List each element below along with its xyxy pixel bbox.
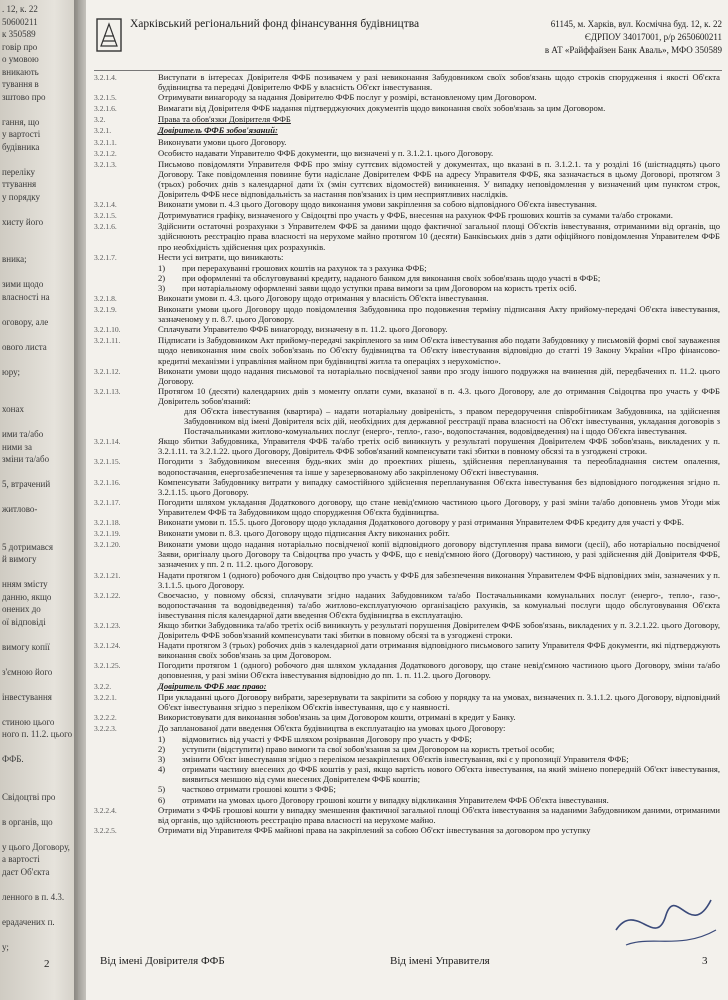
clause-row: [94, 159, 720, 199]
clause-text: Права та обов'язки Довірителя ФФБ: [158, 114, 291, 125]
clause-row: [94, 805, 720, 825]
clause-number: 3.2.: [94, 115, 106, 125]
address-line: 61145, м. Харків, вул. Космічна буд. 12, к. 22: [550, 19, 722, 29]
subitem-marker: 2): [158, 272, 166, 283]
clause-number: 3.2.1.7.: [94, 252, 117, 262]
clause-number: 3.2.1.10.: [94, 325, 121, 335]
prev-page-fragment: інвестування: [2, 691, 52, 702]
clause-number: 3.2.1.19.: [94, 529, 121, 539]
footer-trustor: Від імені Довірителя ФФБ: [100, 955, 225, 967]
clause-row: [94, 406, 720, 436]
clause-number: 3.2.2.2.: [94, 712, 117, 722]
prev-page-fragment: нням змісту: [2, 579, 48, 589]
prev-page-fragment: власності на: [2, 291, 50, 302]
clause-row: [94, 273, 720, 283]
clause-row: [94, 528, 720, 539]
clause-text: Надати протягом 1 (одного) робочого дня Свідоцтво про участь у ФФБ для забезпечення виконання Управителем ФФБ відповідних змін, зазначених у п. 3.1.1.5. цього Договору.: [158, 569, 720, 590]
clause-number: 3.2.2.: [94, 681, 112, 691]
clause-row: [94, 283, 720, 293]
clause-text: Виконати умови п. 15.5. цього Договору щодо укладання Додаткового договору у разі отримання Управителем ФФБ кредиту для участі у ФФБ.: [158, 517, 684, 528]
subitem-marker: 1): [158, 262, 166, 273]
clause-row: [94, 744, 720, 754]
subitem-marker: 6): [158, 794, 166, 805]
prev-page-fragment: 50600211: [2, 16, 38, 27]
clause-row: [94, 517, 720, 528]
prev-page-fragment: тування в: [2, 79, 39, 89]
clause-row: [94, 590, 720, 620]
prev-page-fragment: зими щодо: [2, 279, 44, 289]
clause-number: [94, 283, 158, 293]
clause-row: [94, 125, 720, 136]
clause-text: Виконати умови цього Договору щодо повідомлення Забудовника про подовження терміну підписання Акту прийому-передачі Об'єкта інвестування, зазначеному у п. 8.7. цього Договору.: [158, 304, 720, 325]
prev-page-fragment: . 12, к. 22: [2, 4, 38, 14]
footer-manager: Від імені Управителя: [390, 955, 490, 967]
clause-row: [94, 304, 720, 324]
prev-page-fragment: ої відповіді: [2, 616, 46, 627]
clause-number: [94, 795, 158, 805]
page-number: 3: [702, 955, 708, 967]
fund-logo-icon: [96, 18, 122, 52]
clause-row: [94, 366, 720, 386]
clause-text: Якщо збитки Забудовника, Управителя ФФБ та/або третіх осіб виникнуть у результаті порушення Довірителем ФФБ зобов'язань, викладених у п. 3.2.1.11. та 3.2.1.22. цього Договору, Довіритель ФФБ зобов'язаний компенсувати такі збитки в повному обсязі та в узгоджені строки.: [158, 436, 720, 457]
clause-number: 3.2.1.15.: [94, 457, 121, 467]
prev-page-fragment: вникають: [2, 66, 39, 77]
prev-page-fragment: зштово про: [2, 91, 46, 102]
clause-row: [94, 103, 720, 114]
clause-number: 3.2.1.14.: [94, 437, 121, 447]
prev-page-fragment: ного п. 11.2. цього: [2, 729, 73, 739]
clause-text: Погодити шляхом укладання Додаткового договору, що стане невід'ємною частиною цього Договору, у разі зміни та/або доповнень умов Угоди між Управителем ФФБ та Забудовником щодо спорудження Об'єкта будівництва.: [158, 496, 720, 517]
clause-row: [94, 199, 720, 210]
subitem-text: змінити Об'єкт інвестування згідно з переліком незакріплених Об'єктів інвестування, які є у пропозиції Управителя ФФБ;: [182, 754, 629, 765]
clause-row: [94, 72, 720, 92]
prev-page-fragment: у цього Договору,: [2, 841, 70, 852]
prev-page-fragment: о умовою: [2, 54, 39, 64]
prev-page-fragment: данню, якщо: [2, 591, 52, 602]
clause-subitem: [158, 795, 720, 805]
subitem-text: отримати на умовах цього Договору грошові кошти у випадку відкликання Управителем ФФБ Об'єкта інвестування.: [182, 794, 609, 805]
subitem-text: при перерахуванні грошових коштів на рахунок та з рахунка ФФБ;: [182, 262, 427, 273]
clause-row: [94, 825, 720, 836]
clause-subitem: [158, 283, 720, 293]
clause-row: [94, 252, 720, 263]
prev-page-fragment: а вартості: [2, 854, 40, 864]
prev-page-fragment: ними за: [2, 441, 32, 452]
clause-text: Підписати із Забудовником Акт прийому-передачі закріпленого за ним Об'єкта інвестування або подати Забудовнику у письмовій формі свої зауваження щодо невиконання ним своїх зобов'язань по Об'єкту будівництва та Об'єкту інвестування відповідно до статті 19 Закону України «Про фінансово-кредитні механізми і управління майном при будівництві житла та операціях з нерухомістю».: [158, 335, 720, 366]
clause-text: Дотримуватися графіку, визначеного у Свідоцтві про участь у ФФБ, внесення на рахунок ФФБ грошових коштів за сумами та/або строками.: [158, 210, 673, 221]
clause-text: Здійснити остаточні розрахунки з Управителем ФФБ за даними щодо фактичної загальної площі Об'єктів інвестування, отриманими від органів, що здійснюють реєстрацію права власності на нерухоме майно протягом 10 (десяти) Банківських днів з дати офіційного повідомлення Управителем ФФБ про необхідність здійснення цих розрахунків.: [158, 221, 720, 252]
clause-number: 3.2.1.6.: [94, 222, 117, 232]
prev-page-fragment: вника;: [2, 254, 27, 264]
clause-text: Нести усі витрати, що виникають:: [158, 251, 284, 262]
clause-row: [94, 795, 720, 805]
clause-text: Отримувати винагороду за надання Довірителю ФФБ послуг у розмірі, встановленому цим Договором.: [158, 92, 537, 103]
prev-page-fragment: у;: [2, 941, 9, 952]
clause-text: Отримати з ФФБ грошові кошти у випадку зменшення фактичної загальної площі Об'єкта інвестування за наданими Забудовником даними, отриманими від органів, що здійснюють реєстрацію права власності на нерухоме майно.: [158, 804, 720, 825]
subitem-marker: 5): [158, 784, 166, 795]
clause-number: 3.2.1.4.: [94, 200, 117, 210]
subitem-text: при нотаріальному оформленні заяви щодо уступки права вимоги за цим Договором на користь третіх осіб.: [182, 282, 577, 293]
subitem-marker: 1): [158, 734, 166, 744]
prev-page-fragment: й вимогу: [2, 554, 37, 564]
clause-text: Виконати умови п. 4.3. цього Договору щодо отримання у власність Об'єкта інвестування.: [158, 292, 489, 303]
clause-text: Довіритель ФФБ зобов'язаний:: [158, 125, 278, 136]
fund-address: [545, 18, 722, 57]
clause-text: Виконувати умови цього Договору.: [158, 136, 287, 147]
clause-row: [94, 137, 720, 148]
clause-number: 3.2.1.24.: [94, 641, 121, 651]
clause-number: [94, 754, 158, 764]
address-line: ЄДРПОУ 34017001, р/р 2650600211: [584, 32, 722, 42]
subitem-marker: 4): [158, 764, 166, 775]
clause-row: [94, 386, 720, 406]
clause-text: Виконати умови п. 8.3. цього Договору щодо підписання Акту виконаних робіт.: [158, 528, 450, 539]
clause-text: Отримати від Управителя ФФБ майнові права на закріплений за собою Об'єкт інвестування за договором про уступку: [158, 824, 591, 835]
prev-page-fragment: у вартості: [2, 129, 41, 139]
clause-row: [94, 681, 720, 692]
clause-text: Виконати умови щодо надання нотаріально посвідченої копії відповідного договору відступлення права вимоги (цесії), або нотаріально посвідченої Заяви, оригіналу цього Договору та Свідоцтва про участь у ФФБ, що є невід'ємною його (Договору) частиною, у разі здійснення дій Довірителя ФФБ, зазначених у пп. 2 п. 11.2. цього Договору.: [158, 539, 720, 570]
clause-row: [94, 221, 720, 251]
clause-text: Довіритель ФФБ має право:: [158, 680, 267, 691]
clause-subitem: [158, 263, 720, 273]
clause-row: [94, 92, 720, 103]
clause-number: 3.2.1.9.: [94, 305, 117, 315]
subitem-marker: 2): [158, 744, 166, 755]
clause-number: [94, 263, 158, 273]
clause-number: 3.2.1.21.: [94, 570, 121, 580]
prev-page-fragment: хисту його: [2, 216, 44, 227]
prev-page-fragment: зміни та/або: [2, 454, 50, 464]
prev-page-fragment: онених до: [2, 604, 41, 614]
prev-page-fragment: в органів, що: [2, 816, 53, 827]
clause-text: До запланованої дати введення Об'єкта будівництва в експлуатацію на умовах цього Договору:: [158, 722, 506, 733]
prev-page-fragment: Свідоцтві про: [2, 791, 56, 802]
clause-text: Погодити протягом 1 (одного) робочого дня шляхом укладання Додаткового договору, що стане невід'ємною частиною цього Договору, зміни та/або доповнення, у разі зміни Об'єкта інвестування відповідно до пп. 1. п. 11.2. цього Договору.: [158, 660, 720, 681]
clause-row: [94, 436, 720, 456]
clause-number: 3.2.1.20.: [94, 540, 121, 550]
prev-page-fragment: ленного в п. 4.3.: [2, 891, 65, 902]
clause-number: 3.2.1.3.: [94, 159, 117, 169]
subitem-text: відмовитись від участі у ФФБ шляхом розірвання Договору про участь у ФФБ;: [182, 734, 472, 744]
clause-number: 3.2.1.1.: [94, 137, 117, 147]
clause-row: [94, 692, 720, 712]
clause-number: 3.2.2.4.: [94, 805, 117, 815]
subitem-text: при оформленні та обслуговуванні кредиту, наданого банком для виконання своїх зобов'язань щодо участі в ФФБ;: [182, 272, 601, 283]
clause-row: [94, 477, 720, 497]
clause-subitem: [158, 784, 720, 794]
address-line: в АТ «Райффайзен Банк Аваль», МФО 350589: [544, 45, 722, 55]
clause-number: 3.2.1.12.: [94, 366, 121, 376]
clause-number: [94, 273, 158, 283]
clause-row: [94, 148, 720, 159]
prev-page-fragment: к 350589: [2, 29, 36, 39]
clause-row: [94, 210, 720, 221]
clause-number: [94, 406, 158, 436]
prev-page-fragment: даєт Об'єкта: [2, 866, 50, 877]
clause-row: [94, 570, 720, 590]
prev-page-fragment: переліку: [2, 166, 36, 177]
clause-row: [94, 620, 720, 640]
stamp-signature-icon: [606, 860, 726, 960]
clauses-list: [94, 72, 720, 836]
clause-number: 3.2.1.22.: [94, 590, 121, 600]
prev-page-number: 2: [44, 958, 50, 970]
prev-page-fragment: ерадачених п.: [2, 916, 55, 927]
clause-text: Сплачувати Управителю ФФБ винагороду, визначену в п. 11.2. цього Договору.: [158, 324, 448, 335]
clause-row: [94, 712, 720, 723]
clause-number: 3.2.1.13.: [94, 386, 121, 396]
clause-number: 3.2.1.17.: [94, 497, 121, 507]
clause-text: Виступати в інтересах Довірителя ФФБ позивачем у разі невиконання Забудовником своїх зобов'язань щодо строків спорудження і якості Об'єкта будівництва та передачі Довірителю ФФБ у власність Об'єкт інвестування.: [158, 72, 720, 93]
subitem-text: уступити (відступити) право вимоги та свої зобов'язання за цим Договором на користь третьої особи;: [182, 744, 555, 755]
clause-text: Своєчасно, у повному обсязі, сплачувати згідно наданих Забудовником та/або Постачальниками комунальних послуг (енерго-, тепло-, газо-, водопостачання та водовідведення) та/або житлово-експлуатуючою організацією рахунків, за комунальні послуги щодо обслуговування Об'єкта інвестування після календарної дати введення Об'єкта будівництва в експлуатацію.: [158, 589, 720, 620]
clause-subitem: [158, 734, 720, 744]
letterhead: [94, 16, 722, 71]
clause-number: 3.2.1.6.: [94, 104, 117, 114]
prev-page-fragment: житлово-: [2, 504, 38, 514]
clause-text: Надати протягом 3 (трьох) робочих днів з календарної дати отримання відповідного письмового запиту Управителя ФФБ документи, які підтверджують виконання своїх зобов'язань за цим Договором.: [158, 640, 720, 661]
clause-number: 3.2.1.11.: [94, 336, 121, 346]
clause-row: [94, 539, 720, 569]
prev-page-fragment: вимогу копії: [2, 641, 50, 652]
clause-text: Особисто надавати Управителю ФФБ документи, що визначені у п. 3.1.2.1. цього Договору.: [158, 147, 494, 158]
fund-name: Харківський регіональний фонд фінансування будівництва: [130, 18, 420, 30]
clause-text: Погодити з Забудовником внесення будь-яких змін до проектних рішень, здійснення перепланування та переобладнання систем опалення, водопостачання, енергозабезпечення та інше у зарезервованому або закріпленому Об'єкті інвестування.: [158, 456, 720, 477]
clause-subitem: [158, 754, 720, 764]
document-page: [86, 0, 728, 1000]
prev-page-fragment: у порядку: [2, 191, 41, 202]
clause-number: 3.2.1.: [94, 126, 112, 136]
clause-number: 3.2.1.5.: [94, 211, 117, 221]
clause-number: 3.2.1.18.: [94, 518, 121, 528]
clause-text: Протягом 10 (десяти) календарних днів з моменту оплати суми, вказаної в п. 4.3. цього Договору, але до отримання Свідоцтва про участь у ФФБ Довіритель зобов'язаний:: [158, 385, 720, 406]
clause-row: [94, 497, 720, 517]
clause-row: [94, 784, 720, 794]
clause-number: 3.2.1.25.: [94, 661, 121, 671]
clause-row: [94, 723, 720, 734]
prev-page-fragment: з'ємною його: [2, 666, 53, 677]
prev-page-fragment: ового листа: [2, 341, 47, 352]
clause-row: [94, 764, 720, 784]
prev-page-fragment: стиною цього: [2, 716, 55, 727]
clause-text: Вимагати від Довірителя ФФБ надання підтверджуючих документів щодо виконання своїх зобов'язань за цим Договором.: [158, 103, 606, 114]
subitem-text: частково отримати грошові кошти з ФФБ;: [182, 784, 336, 795]
prev-page-fragment: 5, втрачений: [2, 479, 51, 489]
prev-page-fragment: ттування: [2, 179, 37, 189]
clause-row: [94, 754, 720, 764]
previous-page-edge: [0, 0, 78, 1000]
clause-row: [94, 114, 720, 125]
clause-number: 3.2.1.23.: [94, 620, 121, 630]
clause-row: [94, 734, 720, 744]
subitem-text: отримати частину внесених до ФФБ коштів у разі, якщо вартість нового Об'єкта інвестування, на який змінено попередній Об'єкт інвестування, виявиться меншою від суми внесених Довірителем ФФБ коштів;: [182, 764, 720, 785]
prev-page-fragment: будівника: [2, 141, 40, 152]
clause-subitem: [158, 273, 720, 283]
clause-row: [94, 263, 720, 273]
prev-page-fragment: юру;: [2, 366, 20, 377]
clause-number: [94, 764, 158, 784]
prev-page-fragment: гання, що: [2, 116, 40, 127]
prev-page-fragment: говір про: [2, 41, 38, 52]
clause-number: [94, 784, 158, 794]
clause-number: 3.2.2.1.: [94, 692, 117, 702]
clause-text: Виконати умови щодо надання письмової та нотаріально посвідченої заяви про згоду іншого подружжя на вчинення дій, передбачених п. 11.2. цього Договору.: [158, 365, 720, 386]
clause-number: 3.2.2.5.: [94, 825, 117, 835]
prev-page-fragment: ФФБ.: [2, 754, 24, 764]
clause-number: [94, 744, 158, 754]
clause-text: При укладанні цього Договору вибрати, зарезервувати та закріпити за собою у порядку та на умовах, визначених п. 3.1.1.2. цього Договору, відповідний Об'єкт інвестування згідно з переліком Об'єктів інвестування, що є у наявності.: [158, 691, 720, 712]
clause-number: 3.2.1.5.: [94, 93, 117, 103]
clause-subitem: [158, 764, 720, 784]
clause-text: Письмово повідомляти Управителя ФФБ про зміну суттєвих відомостей у документах, що вказані в п. 3.1.2.1. та у розділі 16 (шістнадцять) цього Договору. Таке повідомлення повинне бути надіслане Довірителем ФФБ на адресу Управителя ФФБ, яка зазначається в цьому Договорі, протягом 3 (трьох) робочих днів з календарної дати їх (змін суттєвих відомостей) виникнення. У випадку неповідомлення у визначений цим пунктом строк, Довіритель ФФБ несе відповідальність за настання пов'язаних із цим несприятливих наслідків.: [158, 158, 720, 200]
prev-page-fragment: 5 дотримався: [2, 541, 54, 552]
clause-text: Виконати умови п. 4.3 цього Договору щодо виконання умови закріплення за собою відповідного Об'єкта інвестування.: [158, 199, 597, 210]
clause-text: Компенсувати Забудовнику витрати у випадку самостійного здійснення перепланування Об'єкта інвестування без відповідного погодження згідно п. 3.2.1.15. цього Договору.: [158, 476, 720, 497]
clause-number: 3.2.1.2.: [94, 148, 117, 158]
clause-text: Якщо збитки Забудовника та/або третіх осіб виникнуть у результаті порушення Довірителем ФФБ зобов'язань, викладених у п. 3.2.1.22. цього Договору, Довіритель ФФБ зобов'язаний компенсувати такі збитки в повному обсязі та в узгоджені строки.: [158, 619, 720, 641]
clause-number: 3.2.1.4.: [94, 73, 117, 82]
prev-page-fragment: хонах: [2, 404, 24, 414]
clause-row: [94, 660, 720, 680]
clause-row: [94, 293, 720, 304]
clause-row: [94, 324, 720, 335]
clause-number: [94, 734, 158, 744]
subitem-marker: 3): [158, 754, 166, 765]
clause-row: [94, 335, 720, 365]
clause-text: для Об'єкта інвестування (квартира) – надати нотаріальну довіреність, з правом передоручення співробітникам Забудовника, на здійснення Забудовником від імені Довірителя всіх дій, необхідних для державної реєстрації права власності на Об'єкт інвестування, укладання договорів з Постачальниками житлово-комунальних послуг (енерго-, тепло-, газо-, водопостачання, водовідведення) на і щодо Об'єкта інвестування.: [184, 406, 720, 437]
prev-page-fragment: ими та/або: [2, 429, 44, 439]
clause-number: 3.2.1.16.: [94, 477, 121, 487]
clause-text: Використовувати для виконання зобов'язань за цим Договором кошти, отримані в кредит у Банку.: [158, 711, 516, 722]
clause-row: [94, 456, 720, 476]
clause-row: [94, 640, 720, 660]
clause-subitem: [158, 744, 720, 754]
prev-page-fragment: оговору, але: [2, 316, 49, 327]
clause-number: 3.2.2.3.: [94, 723, 117, 733]
clause-number: 3.2.1.8.: [94, 293, 117, 303]
subitem-marker: 3): [158, 282, 166, 293]
